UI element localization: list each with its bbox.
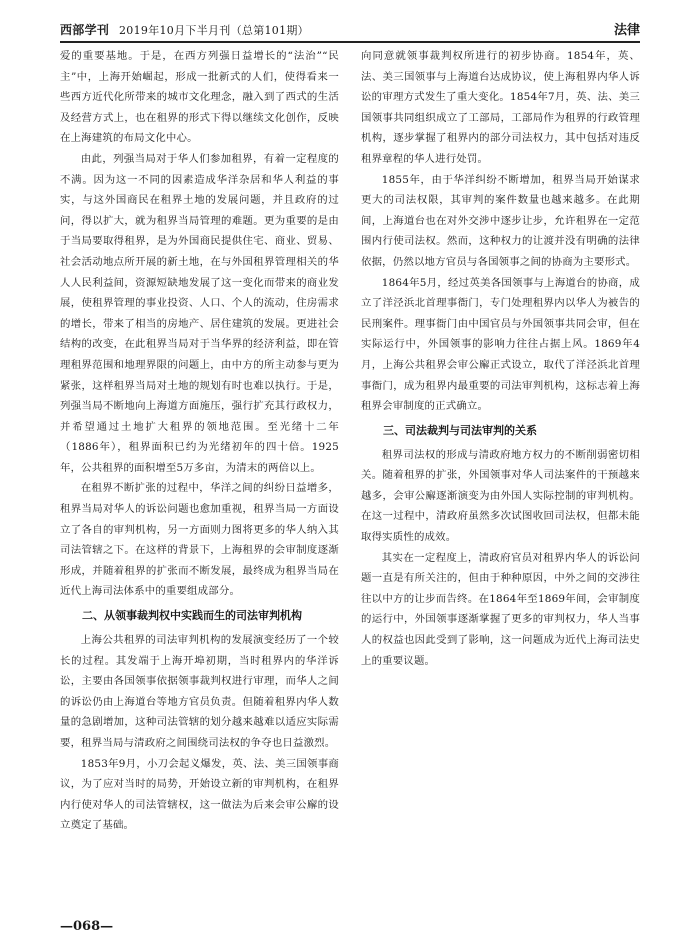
paragraph: 其实在一定程度上，清政府官员对租界内华人的诉讼问题一直是有所关注的，但由于种种原因，中外之间的交涉往往以中方的让步而告终。在1864年至1869年间，会审制度的运行中，外国领事逐渐掌握了更多的审判权力，华人当事人的权益也因此受到了影响，这一问题成为近代上海司法史上的重要议题。 [361,551,640,667]
paragraph: 爱的重要基地。于是，在西方列强日益增长的“法治”“民主”中，上海开始崛起，形成一批新式的人们，使得看来一些西方近代化所带来的城市文化理念，融入到了西式的生活及经营方式上，也在租界的形式下得以继续文化创作，反映在上海建筑的布局文化中心。 [60,50,339,145]
paragraph: 在租界不断扩张的过程中，华洋之间的纠纷日益增多，租界当局对华人的诉讼问题也愈加重视，租界当局一方面设立了各自的审判机构，另一方面则力图将更多的华人纳入其司法管辖之下。在这样的背景下，上海租界的会审制度逐渐形成，并随着租界的扩张而不断发展，最终成为租界当局在近代上海司法体系中的重要组成部分。 [60,482,339,598]
article-body [60,46,640,904]
paragraph: 1853年9月，小刀会起义爆发，英、法、美三国领事商议，为了应对当时的局势，开始设立新的审判机构，在租界内行使对华人的司法管辖权，这一做法为后来会审公廨的设立奠定了基础。 [60,757,339,832]
page-number: —068— [60,919,114,934]
journal-info [60,21,309,38]
journal-name: 西部学刊 [60,23,110,37]
left-column [60,46,339,904]
section-heading: 三、司法裁判与司法审判的关系 [383,423,537,437]
paragraph: 上海公共租界的司法审判机构的发展演变经历了一个较长的过程。其发端于上海开埠初期，当时租界内的华洋诉讼，主要由各国领事依据领事裁判权进行审理，而华人之间的诉讼仍由上海道台等地方官员负责。但随着租界内华人数量的急剧增加，这种司法管辖的划分越来越难以适应实际需要，租界当局与清政府之间围绕司法权的争夺也日益激烈。 [60,634,339,749]
right-column [361,46,640,904]
paragraph: 租界司法权的形成与清政府地方权力的不断削弱密切相关。随着租界的扩张，外国领事对华人司法案件的干预越来越多，会审公廨逐渐演变为由外国人实际控制的审判机构。在这一过程中，清政府虽然多次试图收回司法权，但都未能取得实质性的成效。 [361,448,640,544]
paragraph: 向同意就领事裁判权所进行的初步协商。1854年，英、法、美三国领事与上海道台达成协议，使上海租界内华人诉讼的审理方式发生了重大变化。1854年7月，英、法、美三国领事共同组织成立了工部局，工部局作为租界的行政管理机构，逐步掌握了租界内的部分司法权力，其中包括对违反租界章程的华人进行处罚。 [361,50,640,165]
issue-info: 2019年10月下半月刊（总第101期） [119,24,309,37]
page-header [60,12,640,43]
section-tag: 法律 [613,23,640,38]
section-heading: 二、从领事裁判权中实践而生的司法审判机构 [82,609,302,623]
paragraph: 1864年5月，经过英美各国领事与上海道台的协商，成立了洋泾浜北首理事衙门，专门处理租界内以华人为被告的民刑案件。理事衙门由中国官员与外国领事共同会审，但在实际运行中，外国领事的影响力往往占据上风。1869年4月，上海公共租界会审公廨正式设立，取代了洋泾浜北首理事衙门，成为租界内最重要的司法审判机构，这标志着上海租界会审制度的正式确立。 [361,276,640,413]
paragraph: 由此，列强当局对于华人们参加租界，有着一定程度的不满。因为这一不同的因素造成华洋杂居和华人利益的事实，与这外国商民在租界土地的发展问题，并且政府的过问，得以扩大，就为租界当局管理的难题。更为重要的是由于当局要取得租界，是为外国商民提供住宅、商业、贸易、社会活动地点所开展的新土地，在与外国租界管理相关的华人人民利益间，资源短缺地发展了这一变化而带来的商业发展，使租界管理的事业投资、人口、个人的流动，住房需求的增长，带来了相当的房地产、居住建筑的发展。更进社会结构的改变，在此租界当局对于当华界的经济利益，即在管理租界范围和地理界限的问题上，由中方的所主动参与更为紧张，这样租界当局对土地的规划有时也难以执行。于是，列强当局不断地向上海道方面施压，强行扩充其行政权力，并希望通过土地扩大租界的领地范围。至光绪十二年（1886年），租界面积已约为光绪初年的四十倍。1925年，公共租界的面积增至5万多亩，为清末的两倍以上。 [60,152,339,474]
paragraph: 1855年，由于华洋纠纷不断增加，租界当局开始谋求更大的司法权限，其审判的案件数量也越来越多。在此期间，上海道台也在对外交涉中逐步让步，允许租界在一定范围内行使司法权。然而，这种权力的让渡并没有明确的法律依据，仍然以地方官员与各国领事之间的协商为主要形式。 [361,173,640,268]
